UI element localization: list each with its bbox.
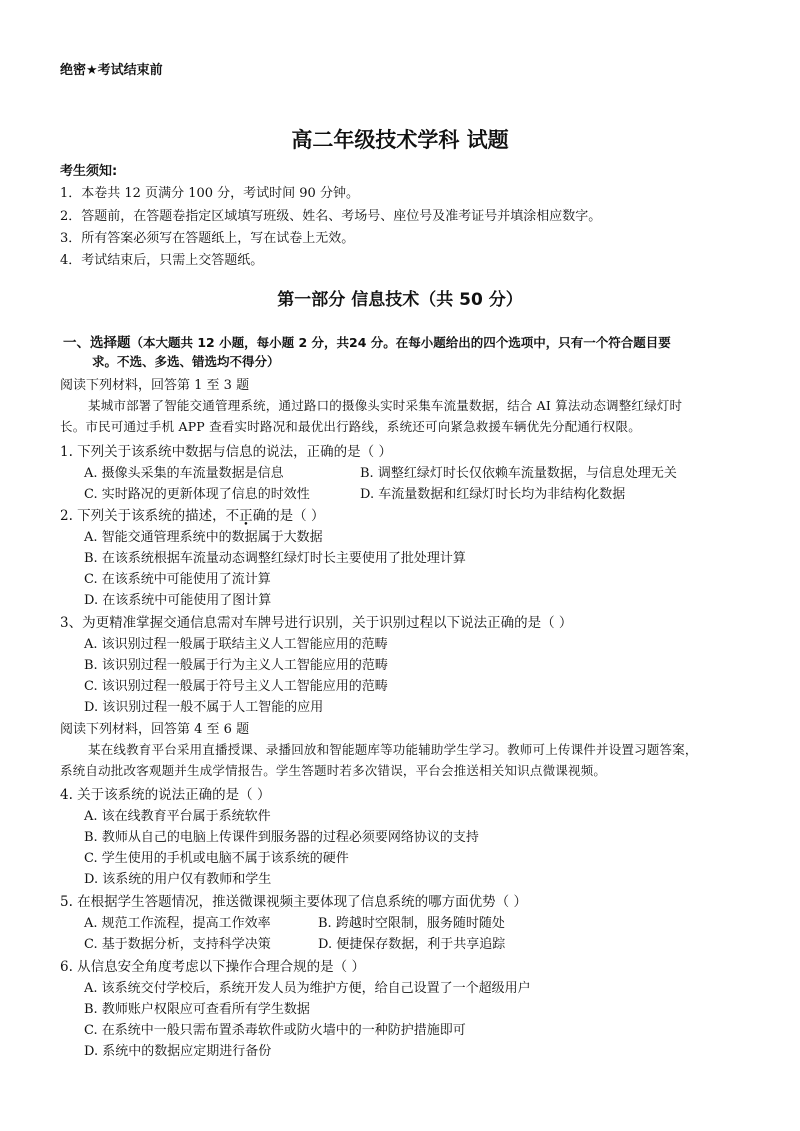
material-text: 系统自动批改客观题并生成学情报告。学生答题时若多次错误，平台会推送相关知识点微课视频。 bbox=[60, 763, 607, 778]
option-d: D. 该识别过程一般不属于人工智能的应用 bbox=[84, 700, 324, 715]
option-d: D. 车流量数据和红绿灯时长均为非结构化数据 bbox=[360, 487, 626, 502]
option-c: C. 基于数据分析，支持科学决策 bbox=[84, 937, 271, 952]
option-a: A. 智能交通管理系统中的数据属于大数据 bbox=[84, 530, 323, 545]
question-stem: 6. 从信息安全角度考虑以下操作合理合规的是（ ） bbox=[60, 959, 365, 975]
option-b: B. 教师从自己的电脑上传课件到服务器的过程必须要网络协议的支持 bbox=[84, 830, 479, 845]
option-d: D. 系统中的数据应定期进行备份 bbox=[84, 1044, 272, 1059]
option-c: C. 实时路况的更新体现了信息的时效性 bbox=[84, 487, 310, 502]
option-a: A. 该识别过程一般属于联结主义人工智能应用的范畴 bbox=[84, 637, 388, 652]
option-d: D. 在该系统中可能使用了图计算 bbox=[84, 593, 272, 608]
notice-title: 考生须知: bbox=[60, 164, 118, 179]
material-intro: 阅读下列材料，回答第 1 至 3 题 bbox=[60, 378, 250, 393]
option-c: C. 在系统中一般只需布置杀毒软件或防火墙中的一种防护措施即可 bbox=[84, 1023, 466, 1038]
section-heading-line1 bbox=[63, 331, 671, 351]
question-stem: 4. 关于该系统的说法正确的是（ ） bbox=[60, 787, 271, 803]
page-title: 高二年级技术学科 试题 bbox=[291, 128, 509, 152]
option-d: D. 该系统的用户仅有教师和学生 bbox=[84, 872, 272, 887]
notice-item: 1．本卷共 12 页满分 100 分，考试时间 90 分钟。 bbox=[60, 186, 359, 201]
stem-text: 2. 下列关于该系统的描述， bbox=[60, 508, 226, 524]
option-b: B. 教师账户权限应可查看所有学生数据 bbox=[84, 1002, 310, 1017]
option-b: B. 跨越时空限制，服务随时随处 bbox=[318, 916, 505, 931]
question-stem: 5. 在根据学生答题情况，推送微课视频主要体现了信息系统的哪方面优势（ ） bbox=[60, 894, 527, 910]
notice-item: 3．所有答案必须写在答题纸上，写在试卷上无效。 bbox=[60, 231, 355, 246]
option-c: C. 在该系统中可能使用了流计算 bbox=[84, 572, 271, 587]
option-a: A. 摄像头采集的车流量数据是信息 bbox=[84, 466, 284, 481]
option-c: C. 该识别过程一般属于符号主义人工智能应用的范畴 bbox=[84, 679, 388, 694]
option-a: A. 该在线教育平台属于系统软件 bbox=[84, 809, 271, 824]
material-intro: 阅读下列材料，回答第 4 至 6 题 bbox=[60, 722, 250, 737]
option-d: D. 便捷保存数据，利于共享追踪 bbox=[318, 937, 506, 952]
option-a: A. 该系统交付学校后，系统开发人员为维护方便，给自己设置了一个超级用户 bbox=[84, 981, 531, 996]
material-text: 长。市民可通过手机 APP 查看实时路况和最优出行路线，系统还可向紧急救援车辆优先分配通行权限。 bbox=[60, 419, 641, 434]
option-c: C. 学生使用的手机或电脑不属于该系统的硬件 bbox=[84, 851, 349, 866]
option-b: B. 在该系统根据车流量动态调整红绿灯时长主要使用了批处理计算 bbox=[84, 551, 466, 566]
option-b: B. 该识别过程一般属于行为主义人工智能应用的范畴 bbox=[84, 658, 388, 673]
part-title: 第一部分 信息技术（共 50 分） bbox=[277, 290, 523, 310]
question-stem: 1. 下列关于该系统中数据与信息的说法，正确的是（ ） bbox=[60, 444, 392, 460]
material-text: 某在线教育平台采用直播授课、录播回放和智能题库等功能辅助学生学习。教师可上传课件并设置习题答案， bbox=[88, 742, 698, 757]
notice-item: 2．答题前，在答题卷指定区域填写班级、姓名、考场号、座位号及准考证号并填涂相应数字。 bbox=[60, 209, 602, 224]
stem-text: 的是（ ） bbox=[266, 508, 325, 524]
notice-item: 4．考试结束后，只需上交答题纸。 bbox=[60, 253, 264, 268]
section-heading: 一、选择题 bbox=[63, 335, 131, 351]
option-a: A. 规范工作流程，提高工作效率 bbox=[84, 916, 271, 931]
section-description-cont: 求。不选、多选、错选均不得分） bbox=[92, 354, 280, 369]
question-stem bbox=[60, 504, 324, 524]
material-text: 某城市部署了智能交通管理系统，通过路口的摄像头实时采集车流量数据，结合 AI 算法动态调整红绿灯时 bbox=[88, 398, 683, 413]
section-description: （本大题共 12 小题，每小题 2 分，共24 分。在每小题给出的四个选项中，只有一个符合题目要 bbox=[130, 335, 671, 350]
question-stem: 3、为更精准掌握交通信息需对车牌号进行识别，关于识别过程以下说法正确的是（ ） bbox=[60, 615, 573, 631]
stem-emphasis: 不正确 bbox=[225, 508, 267, 524]
option-b: B. 调整红绿灯时长仅依赖车流量数据，与信息处理无关 bbox=[360, 466, 677, 481]
confidential-label: 绝密★考试结束前 bbox=[60, 63, 163, 78]
